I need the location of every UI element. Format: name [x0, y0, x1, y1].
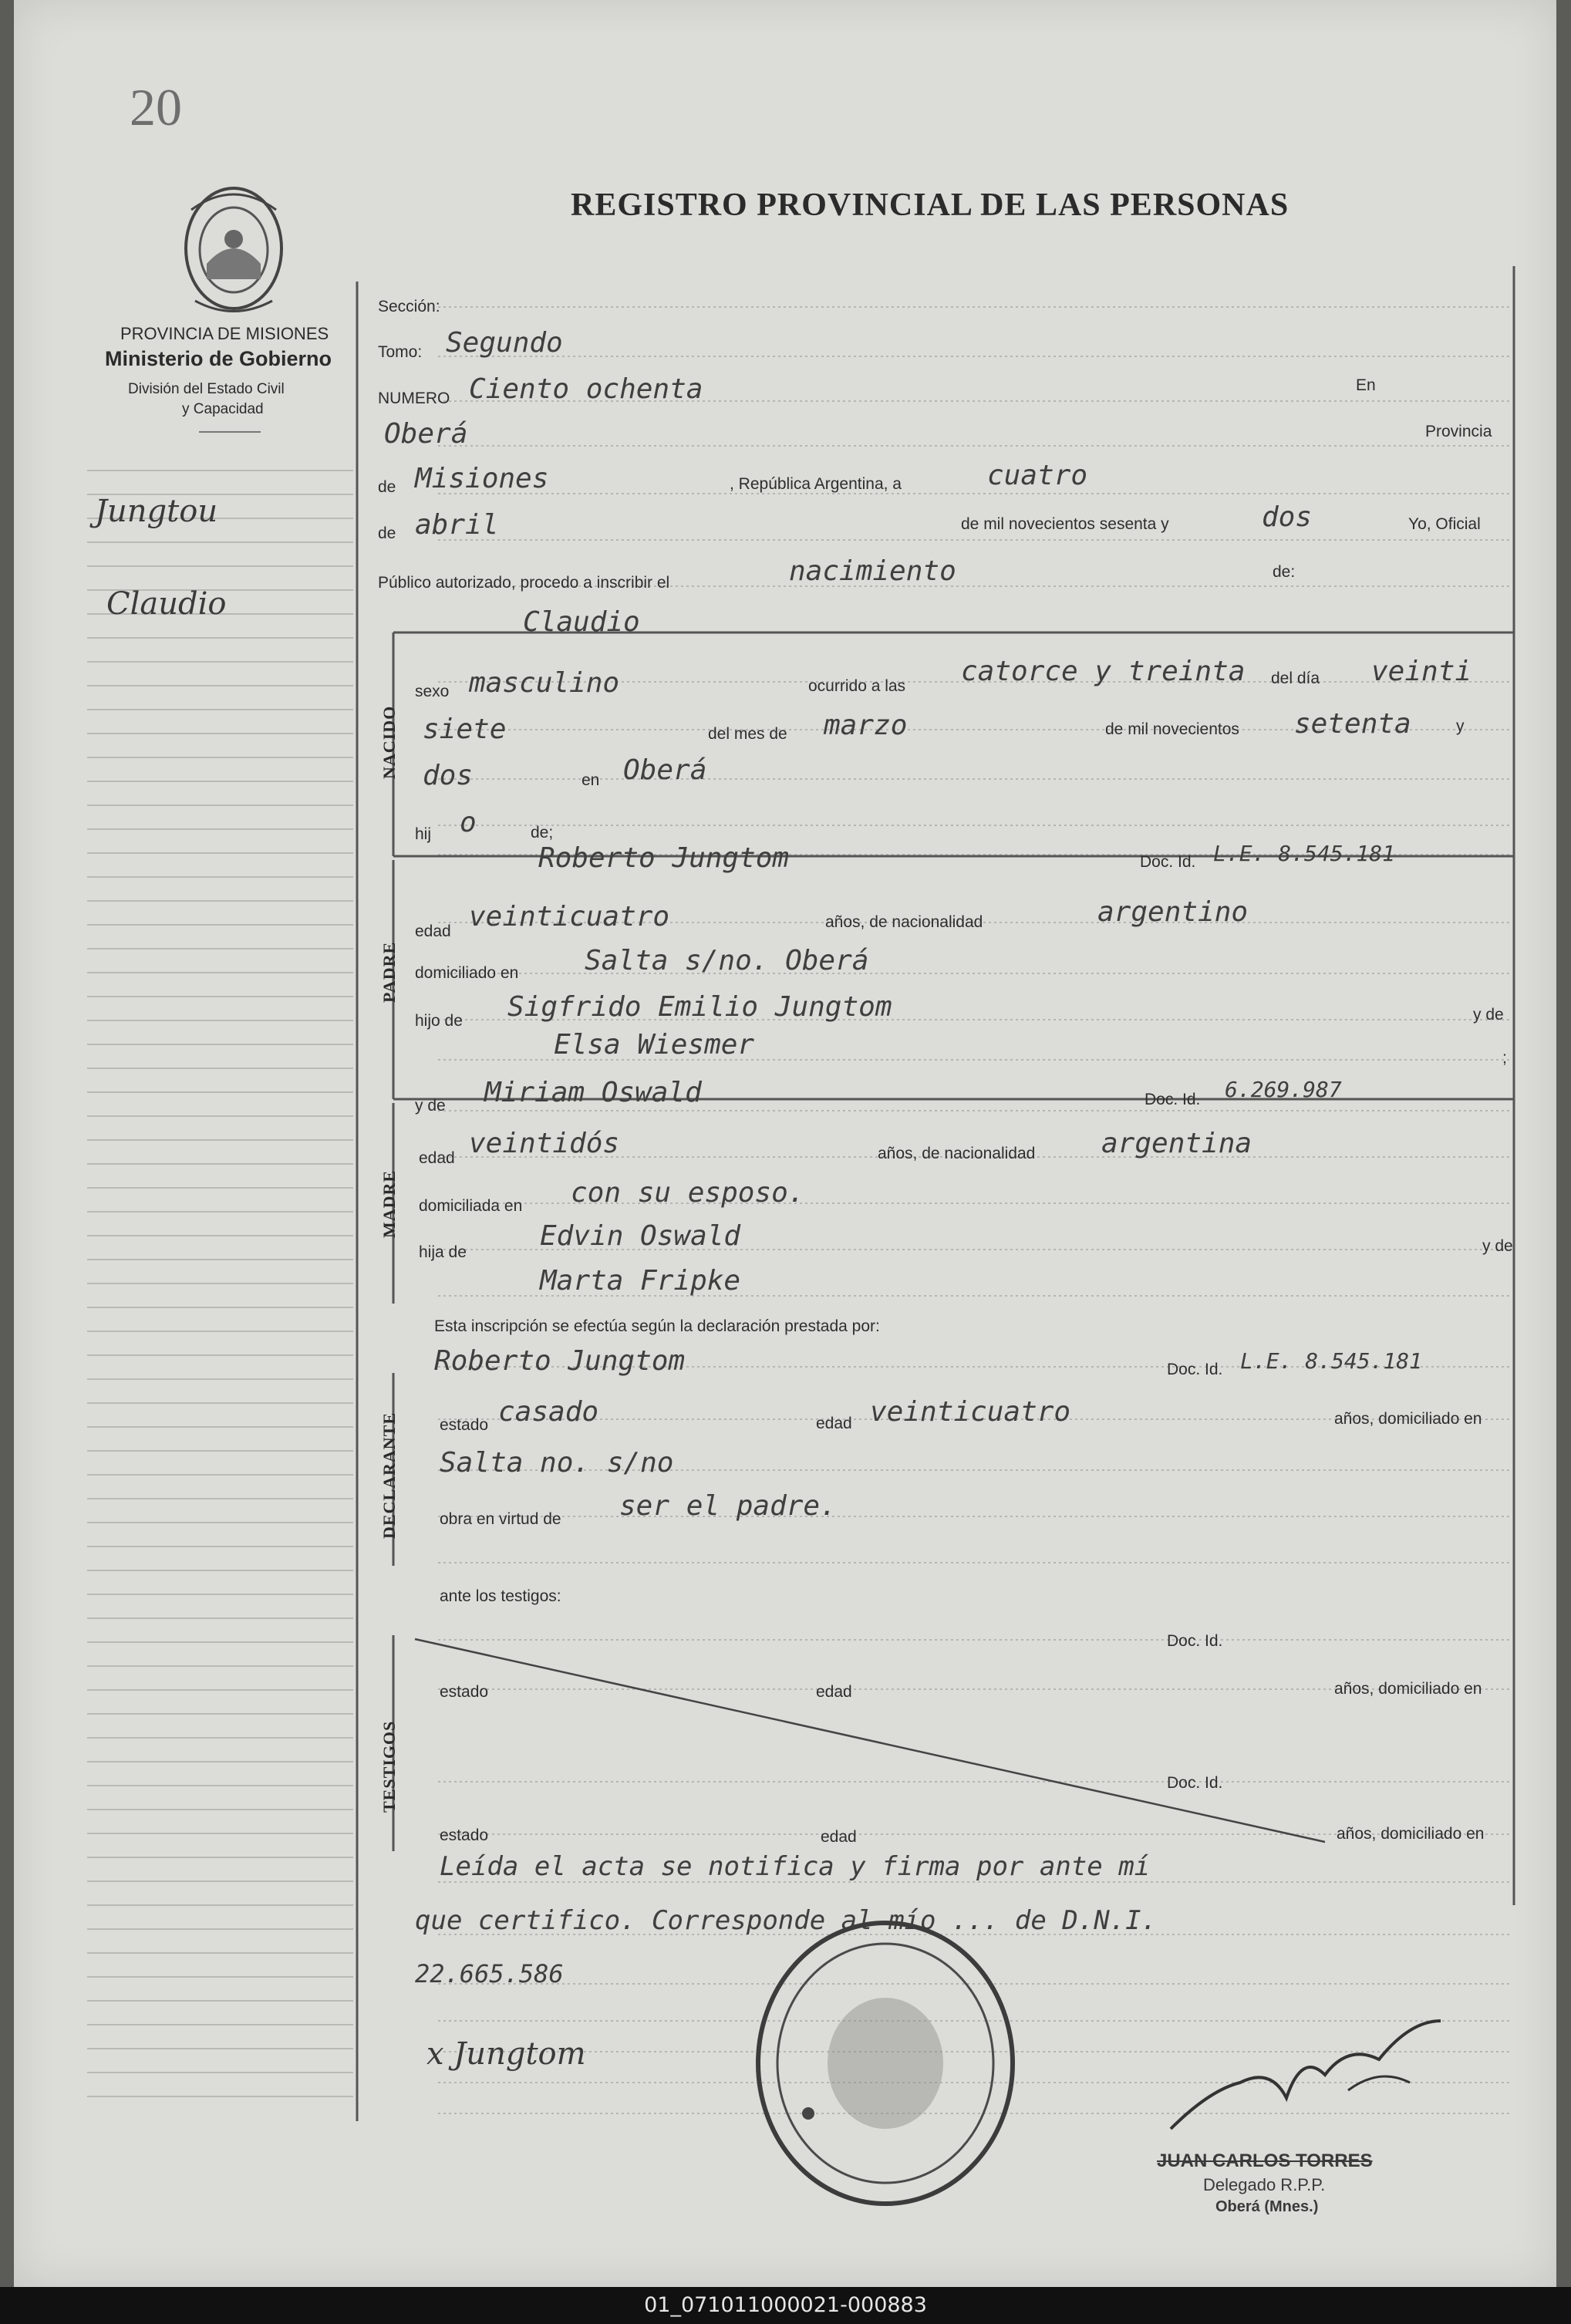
- value-padre-dom: Salta s/no. Oberá: [585, 945, 869, 976]
- value-padre-doc: L.E. 8.545.181: [1213, 841, 1396, 866]
- value-lugar-nac: Oberá: [623, 754, 707, 786]
- closing-line-2: que certifico. Corresponde al mío ... de D.N.I.: [415, 1905, 1158, 1936]
- value-mes-nac: marzo: [824, 710, 908, 741]
- value-madre-edad: veintidós: [469, 1128, 620, 1159]
- label-en-lugar: en: [582, 771, 600, 789]
- label-seccion: Sección:: [378, 298, 440, 315]
- value-padre-y-de: Elsa Wiesmer: [554, 1029, 755, 1061]
- label-del-dia: del día: [1271, 670, 1320, 687]
- label-en: En: [1356, 376, 1376, 394]
- label-del-mes: del mes de: [708, 725, 787, 743]
- label-y-de-madre: y de: [415, 1097, 446, 1115]
- value-sexo: masculino: [469, 667, 620, 699]
- label-doc-id-decl: Doc. Id.: [1167, 1361, 1223, 1378]
- image-id-footer: 01_071011000021-000883: [0, 2287, 1571, 2324]
- value-hij-suffix: o: [460, 807, 477, 838]
- label-y: y: [1456, 717, 1465, 735]
- margin-surname: Jungtou: [95, 494, 218, 529]
- value-anio: dos: [1262, 501, 1313, 533]
- label-hija-de: hija de: [419, 1243, 467, 1261]
- authority-division: División del Estado Civil: [128, 381, 285, 397]
- value-padre-edad: veinticuatro: [469, 901, 670, 933]
- value-padre-nac: argentino: [1097, 896, 1249, 928]
- label-republica: , República Argentina, a: [730, 475, 902, 493]
- value-lugar: Oberá: [384, 418, 468, 450]
- document-page: [14, 0, 1556, 2287]
- label-de-provincia: de: [378, 478, 396, 496]
- label-semicolon: ;: [1502, 1049, 1507, 1067]
- value-hora: catorce y treinta: [961, 656, 1246, 687]
- value-decl-doc: L.E. 8.545.181: [1240, 1348, 1423, 1374]
- margin-given-name: Claudio: [106, 586, 227, 622]
- label-de-mes: de: [378, 525, 396, 542]
- label-domiciliada-madre: domiciliada en: [419, 1197, 523, 1215]
- value-decl-edad: veinticuatro: [870, 1396, 1071, 1428]
- value-padre-hijo-de: Sigfrido Emilio Jungtom: [507, 991, 892, 1023]
- label-hij: hij: [415, 825, 432, 843]
- authority-capacity: y Capacidad: [182, 401, 264, 417]
- value-mes: abril: [415, 509, 499, 541]
- value-tomo: Segundo: [446, 327, 563, 359]
- value-dia: cuatro: [987, 460, 1088, 491]
- label-publico: Público autorizado, procedo a inscribir el: [378, 574, 670, 592]
- label-de-semi: de;: [531, 824, 554, 842]
- label-domiciliado-padre: domiciliado en: [415, 964, 519, 982]
- page-number: 20: [130, 78, 182, 137]
- label-sexo: sexo: [415, 683, 450, 700]
- label-obra: obra en virtud de: [440, 1510, 561, 1528]
- side-label-madre: MADRE: [379, 1169, 399, 1238]
- label-yo-oficial: Yo, Oficial: [1408, 515, 1481, 533]
- authority-ministry: Ministerio de Gobierno: [105, 347, 332, 370]
- label-de-mil: de mil novecientos sesenta y: [961, 515, 1169, 533]
- label-estado-t2: estado: [440, 1826, 489, 1844]
- official-stamp-icon: [747, 1913, 1024, 2214]
- value-madre-nac: argentina: [1101, 1128, 1252, 1159]
- label-anos-nac-madre: años, de nacionalidad: [878, 1145, 1036, 1162]
- signatory-title: Delegado R.P.P.: [1203, 2175, 1326, 2194]
- value-decl-nombre: Roberto Jungtom: [434, 1345, 686, 1377]
- official-signature-icon: [1148, 1975, 1456, 2152]
- label-edad-madre: edad: [419, 1149, 455, 1167]
- label-numero: NUMERO: [378, 390, 450, 407]
- label-anos-dom-decl: años, domiciliado en: [1334, 1410, 1482, 1428]
- label-y-de-madre2: y de: [1482, 1237, 1513, 1255]
- label-ocurrido: ocurrido a las: [808, 677, 906, 695]
- label-tomo: Tomo:: [378, 343, 423, 361]
- value-provincia: Misiones: [415, 463, 549, 494]
- declarant-signature: x Jungtom: [426, 2036, 586, 2072]
- value-acto: nacimiento: [789, 555, 956, 587]
- label-edad-t1: edad: [816, 1683, 852, 1701]
- value-dia-nac2: siete: [423, 713, 507, 745]
- closing-dni: 22.665.586: [415, 1959, 564, 1988]
- side-label-declarante: DECLARANTE: [379, 1412, 399, 1539]
- value-madre-doc: 6.269.987: [1225, 1077, 1342, 1102]
- label-provincia: Provincia: [1425, 423, 1492, 440]
- closing-line-1: Leída el acta se notifica y firma por ante mí: [440, 1851, 1151, 1882]
- value-madre-y-de: Marta Fripke: [540, 1265, 741, 1297]
- signatory-place: Oberá (Mnes.): [1215, 2198, 1319, 2215]
- side-label-nacido: NACIDO: [379, 705, 399, 779]
- label-de-mil-nov: de mil novecientos: [1105, 720, 1239, 738]
- value-anio-nac2: dos: [423, 760, 474, 791]
- label-doc-id-t1: Doc. Id.: [1167, 1632, 1223, 1650]
- document-title: REGISTRO PROVINCIAL DE LAS PERSONAS: [571, 187, 1290, 223]
- side-label-testigos: TESTIGOS: [379, 1720, 399, 1813]
- label-declaracion: Esta inscripción se efectúa según la declaración prestada por:: [434, 1317, 880, 1335]
- label-y-de-padre: y de: [1473, 1006, 1504, 1024]
- label-anos-dom-t1: años, domiciliado en: [1334, 1680, 1482, 1698]
- value-nombre: Claudio: [523, 606, 640, 638]
- value-madre-hija-de: Edvin Oswald: [540, 1220, 741, 1252]
- label-edad-t2: edad: [821, 1828, 857, 1846]
- label-doc-id-t2: Doc. Id.: [1167, 1774, 1223, 1792]
- label-hijo-de: hijo de: [415, 1012, 463, 1030]
- label-estado-t1: estado: [440, 1683, 489, 1701]
- value-madre-nombre: Miriam Oswald: [484, 1077, 702, 1108]
- value-madre-dom: con su esposo.: [571, 1177, 805, 1209]
- label-edad-padre: edad: [415, 923, 451, 940]
- side-label-padre: PADRE: [379, 941, 399, 1003]
- signatory-name: JUAN CARLOS TORRES: [1157, 2150, 1373, 2171]
- label-ante-testigos: ante los testigos:: [440, 1587, 561, 1605]
- value-decl-dom: Salta no. s/no: [440, 1447, 674, 1479]
- label-edad-decl: edad: [816, 1415, 852, 1432]
- label-anos-nac-padre: años, de nacionalidad: [825, 913, 983, 931]
- authority-province: PROVINCIA DE MISIONES: [120, 324, 329, 343]
- value-numero: Ciento ochenta: [469, 373, 703, 405]
- label-anos-dom-t2: años, domiciliado en: [1337, 1825, 1485, 1843]
- value-anio-nac: setenta: [1294, 708, 1411, 740]
- value-decl-obra: ser el padre.: [619, 1490, 837, 1522]
- label-estado-decl: estado: [440, 1416, 489, 1434]
- value-decl-estado: casado: [498, 1396, 599, 1428]
- value-dia-nac: veinti: [1371, 656, 1472, 687]
- label-doc-id-madre: Doc. Id.: [1145, 1091, 1201, 1108]
- label-de-colon: de:: [1273, 563, 1296, 581]
- label-doc-id-padre: Doc. Id.: [1140, 853, 1196, 871]
- value-padre-nombre: Roberto Jungtom: [538, 842, 790, 874]
